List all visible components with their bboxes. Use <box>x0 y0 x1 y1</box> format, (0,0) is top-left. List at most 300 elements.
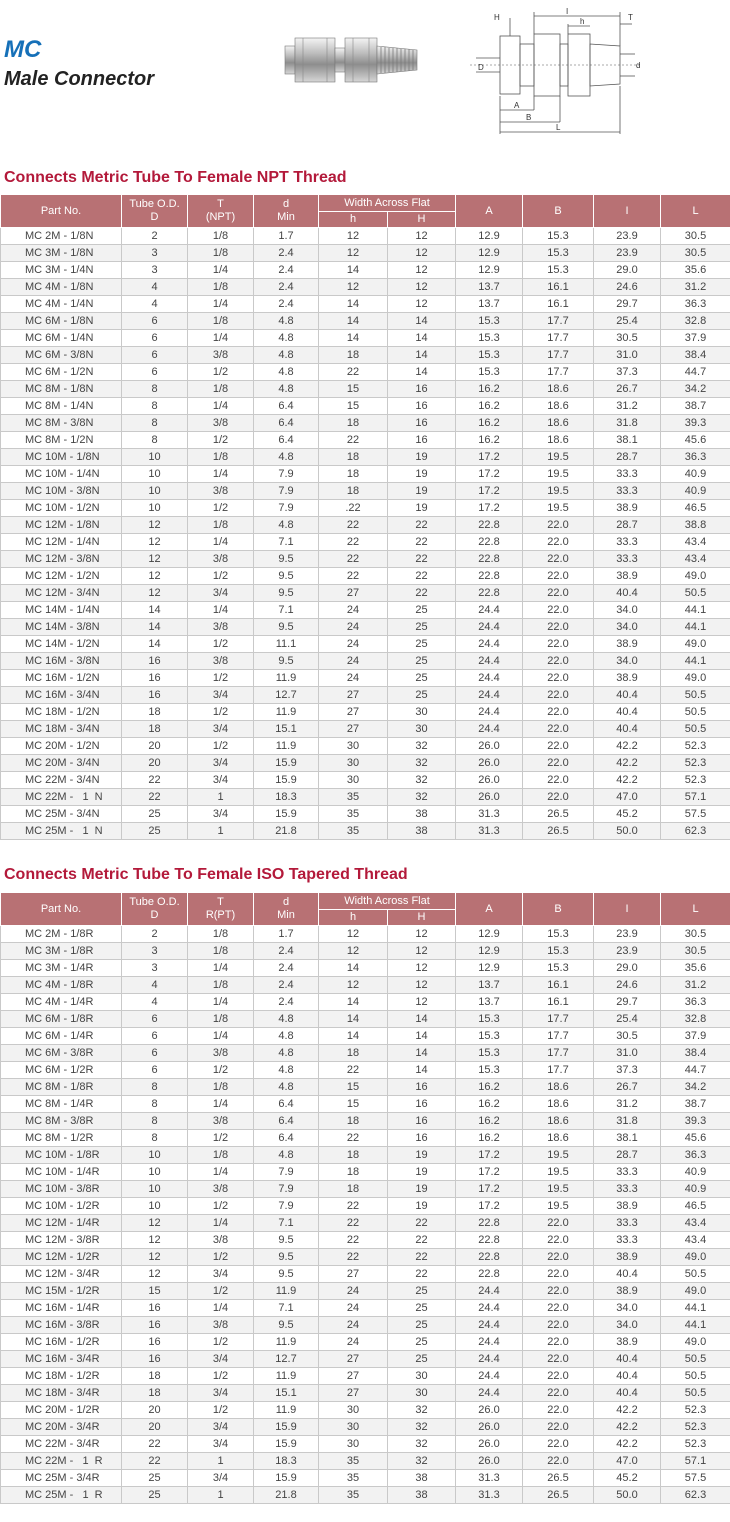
table-cell: 32 <box>388 738 456 755</box>
table-cell: 6 <box>122 347 188 364</box>
table-cell: 24.4 <box>456 653 523 670</box>
table-cell: 1/4 <box>188 1028 254 1045</box>
product-header <box>0 0 730 150</box>
part-number-cell: MC 6M - 1/4N <box>1 330 122 347</box>
table-cell: 37.3 <box>594 364 661 381</box>
header-l: L <box>661 195 730 228</box>
table-cell: 16.2 <box>456 398 523 415</box>
table-cell: 22.0 <box>523 1368 594 1385</box>
table-cell: 16 <box>122 1300 188 1317</box>
table-cell: 17.7 <box>523 1011 594 1028</box>
table-cell: 15.9 <box>254 1419 319 1436</box>
table-row <box>1 330 730 347</box>
table-cell: 14 <box>319 313 388 330</box>
table-cell: 10 <box>122 1181 188 1198</box>
table-cell: 22.0 <box>523 1334 594 1351</box>
table-cell: 30.5 <box>594 1028 661 1045</box>
header-part-no: Part No. <box>1 893 122 926</box>
table-cell: 40.4 <box>594 1266 661 1283</box>
table-cell: 31.0 <box>594 1045 661 1062</box>
table-cell: 46.5 <box>661 500 730 517</box>
table-cell: 13.7 <box>456 994 523 1011</box>
table-cell: 4.8 <box>254 330 319 347</box>
table-cell: 44.1 <box>661 1300 730 1317</box>
table-cell: 36.3 <box>661 296 730 313</box>
part-number-cell: MC 10M - 1/4N <box>1 466 122 483</box>
table-cell: 40.4 <box>594 721 661 738</box>
table-row <box>1 432 730 449</box>
table-cell: 15.3 <box>456 1011 523 1028</box>
table-cell: 26.0 <box>456 755 523 772</box>
table-cell: 8 <box>122 1079 188 1096</box>
table-cell: 7.9 <box>254 1181 319 1198</box>
table-cell: 12.9 <box>456 926 523 943</box>
table-cell: 18.6 <box>523 1096 594 1113</box>
table-cell: 22 <box>122 1453 188 1470</box>
table-cell: 22 <box>319 1232 388 1249</box>
table-cell: 3 <box>122 245 188 262</box>
table-cell: 6 <box>122 313 188 330</box>
table-cell: 1/2 <box>188 738 254 755</box>
table-cell: 40.9 <box>661 1164 730 1181</box>
table-cell: 7.1 <box>254 534 319 551</box>
table-cell: 18 <box>319 1181 388 1198</box>
table-cell: 31.2 <box>661 977 730 994</box>
table-cell: 30 <box>319 1402 388 1419</box>
table-cell: 15.1 <box>254 1385 319 1402</box>
table-cell: 45.2 <box>594 1470 661 1487</box>
table-cell: 1/4 <box>188 466 254 483</box>
table-cell: 3/8 <box>188 1045 254 1062</box>
table-cell: 4.8 <box>254 1079 319 1096</box>
table-row <box>1 1334 730 1351</box>
table-cell: 10 <box>122 466 188 483</box>
table-cell: 6 <box>122 364 188 381</box>
table-row <box>1 1130 730 1147</box>
table-cell: 19 <box>388 1181 456 1198</box>
table-cell: 45.6 <box>661 432 730 449</box>
drawing-label-L: L <box>556 123 561 132</box>
table-cell: 22 <box>122 1436 188 1453</box>
table-cell: 27 <box>319 1385 388 1402</box>
part-number-cell: MC 16M - 3/8N <box>1 653 122 670</box>
table-cell: 17.7 <box>523 313 594 330</box>
table-cell: 15.3 <box>523 960 594 977</box>
table-cell: 15.3 <box>456 1045 523 1062</box>
table-cell: 25.4 <box>594 313 661 330</box>
table-cell: 6.4 <box>254 1113 319 1130</box>
table-row <box>1 534 730 551</box>
header-waf-H: H <box>388 910 456 926</box>
table-cell: 23.9 <box>594 245 661 262</box>
table-cell: 12.7 <box>254 687 319 704</box>
table-cell: 22.8 <box>456 517 523 534</box>
table-cell: 1 <box>188 1453 254 1470</box>
table-cell: 20 <box>122 1402 188 1419</box>
table-cell: 22.8 <box>456 568 523 585</box>
table-cell: 1/4 <box>188 262 254 279</box>
part-number-cell: MC 16M - 3/4R <box>1 1351 122 1368</box>
table-cell: 44.1 <box>661 602 730 619</box>
table-cell: 17.2 <box>456 466 523 483</box>
table-cell: 42.2 <box>594 755 661 772</box>
drawing-label-B: B <box>526 113 532 122</box>
part-number-cell: MC 18M - 1/2R <box>1 1368 122 1385</box>
table-cell: 24 <box>319 1317 388 1334</box>
table-cell: 16.1 <box>523 994 594 1011</box>
header-tube-od-label: Tube O.D. <box>129 896 180 908</box>
table-cell: 16.1 <box>523 296 594 313</box>
table-cell: 22.8 <box>456 1232 523 1249</box>
table-cell: 24.4 <box>456 687 523 704</box>
part-number-cell: MC 2M - 1/8R <box>1 926 122 943</box>
table-cell: 25 <box>388 1283 456 1300</box>
table-cell: 3 <box>122 943 188 960</box>
table-cell: 34.0 <box>594 619 661 636</box>
table-cell: 19 <box>388 466 456 483</box>
table-cell: 14 <box>388 347 456 364</box>
table-cell: 6 <box>122 330 188 347</box>
table-row <box>1 1215 730 1232</box>
table-cell: 25 <box>122 806 188 823</box>
table-cell: 2.4 <box>254 960 319 977</box>
table-cell: 31.8 <box>594 415 661 432</box>
part-number-cell: MC 12M - 3/8N <box>1 551 122 568</box>
table-cell: 3/8 <box>188 415 254 432</box>
table-cell: 3 <box>122 960 188 977</box>
part-number-cell: MC 10M - 3/8N <box>1 483 122 500</box>
table-cell: 9.5 <box>254 619 319 636</box>
table-cell: 15.3 <box>456 1062 523 1079</box>
table-cell: 22 <box>388 517 456 534</box>
table-row <box>1 1198 730 1215</box>
table-row <box>1 381 730 398</box>
table-cell: 1/4 <box>188 534 254 551</box>
table-cell: 40.4 <box>594 1351 661 1368</box>
table-cell: 49.0 <box>661 670 730 687</box>
table-cell: 22.0 <box>523 551 594 568</box>
table-cell: 6.4 <box>254 415 319 432</box>
table-row <box>1 398 730 415</box>
table-cell: 1 <box>188 823 254 840</box>
table-cell: 32 <box>388 1419 456 1436</box>
table-cell: 3/4 <box>188 755 254 772</box>
table-cell: 12 <box>388 296 456 313</box>
table-cell: 2.4 <box>254 977 319 994</box>
table-cell: 26.0 <box>456 1453 523 1470</box>
table-cell: 3/4 <box>188 1385 254 1402</box>
table-cell: 42.2 <box>594 1402 661 1419</box>
header-waf-H: H <box>388 212 456 228</box>
table-cell: 12 <box>122 1266 188 1283</box>
table-cell: 39.3 <box>661 1113 730 1130</box>
part-number-cell: MC 12M - 1/2R <box>1 1249 122 1266</box>
table-cell: 40.9 <box>661 1181 730 1198</box>
table-cell: 22 <box>319 534 388 551</box>
table-cell: 50.5 <box>661 721 730 738</box>
table-cell: 4.8 <box>254 381 319 398</box>
table-cell: 19.5 <box>523 1198 594 1215</box>
table-cell: 22.8 <box>456 585 523 602</box>
table-cell: 26.7 <box>594 1079 661 1096</box>
table-cell: 8 <box>122 1113 188 1130</box>
header-thread-label: T <box>217 198 224 210</box>
table-cell: 9.5 <box>254 653 319 670</box>
table-row <box>1 1028 730 1045</box>
table-cell: 57.5 <box>661 1470 730 1487</box>
table-row <box>1 1317 730 1334</box>
table-cell: 9.5 <box>254 1249 319 1266</box>
part-number-cell: MC 22M - 3/4N <box>1 772 122 789</box>
table-cell: 18.6 <box>523 1079 594 1096</box>
table-cell: 14 <box>319 1011 388 1028</box>
table-row <box>1 466 730 483</box>
part-number-cell: MC 8M - 1/4N <box>1 398 122 415</box>
table-cell: 6 <box>122 1062 188 1079</box>
iso-section-title: Connects Metric Tube To Female ISO Tapered Thread <box>4 866 408 883</box>
table-cell: 24 <box>319 1334 388 1351</box>
table-cell: 17.7 <box>523 1028 594 1045</box>
table-cell: 18.6 <box>523 1113 594 1130</box>
table-cell: 30.5 <box>661 943 730 960</box>
table-cell: 31.8 <box>594 1113 661 1130</box>
part-number-cell: MC 8M - 3/8N <box>1 415 122 432</box>
table-cell: 22 <box>319 1062 388 1079</box>
table-cell: 1/2 <box>188 670 254 687</box>
table-cell: 45.6 <box>661 1130 730 1147</box>
table-cell: 1/8 <box>188 1147 254 1164</box>
table-cell: 7.9 <box>254 483 319 500</box>
table-cell: 15.3 <box>456 1028 523 1045</box>
table-cell: 26.5 <box>523 1470 594 1487</box>
table-cell: 24.4 <box>456 721 523 738</box>
table-row <box>1 296 730 313</box>
table-cell: 38.4 <box>661 1045 730 1062</box>
table-cell: 14 <box>319 296 388 313</box>
table-cell: 38.1 <box>594 1130 661 1147</box>
table-cell: 2.4 <box>254 994 319 1011</box>
table-cell: 38.4 <box>661 347 730 364</box>
table-cell: 15.9 <box>254 1436 319 1453</box>
table-cell: 38.9 <box>594 568 661 585</box>
table-cell: 22 <box>122 772 188 789</box>
table-cell: 32 <box>388 755 456 772</box>
part-number-cell: MC 6M - 3/8N <box>1 347 122 364</box>
table-cell: 25 <box>388 1351 456 1368</box>
part-number-cell: MC 6M - 1/2N <box>1 364 122 381</box>
header-waf-h: h <box>319 212 388 228</box>
table-cell: 20 <box>122 755 188 772</box>
table-cell: 12 <box>122 534 188 551</box>
header-tube-od-sub: D <box>150 909 159 921</box>
table-cell: 27 <box>319 585 388 602</box>
table-cell: 38.9 <box>594 1249 661 1266</box>
table-cell: 32 <box>388 1436 456 1453</box>
table-cell: 4.8 <box>254 1028 319 1045</box>
table-cell: 22.0 <box>523 636 594 653</box>
table-cell: 38.9 <box>594 636 661 653</box>
table-cell: 24 <box>319 1283 388 1300</box>
table-cell: 18.6 <box>523 432 594 449</box>
table-cell: 29.0 <box>594 960 661 977</box>
part-number-cell: MC 10M - 1/2R <box>1 1198 122 1215</box>
table-cell: 34.0 <box>594 602 661 619</box>
table-cell: 38.7 <box>661 398 730 415</box>
table-cell: 30 <box>388 721 456 738</box>
table-row <box>1 228 730 245</box>
table-cell: 17.2 <box>456 1181 523 1198</box>
table-cell: 40.9 <box>661 483 730 500</box>
table-cell: 49.0 <box>661 636 730 653</box>
table-cell: 7.1 <box>254 1300 319 1317</box>
table-cell: 37.9 <box>661 1028 730 1045</box>
npt-section-title: Connects Metric Tube To Female NPT Thread <box>4 169 347 186</box>
table-cell: 27 <box>319 1266 388 1283</box>
table-cell: 49.0 <box>661 568 730 585</box>
table-cell: 12 <box>319 228 388 245</box>
table-cell: 22.0 <box>523 738 594 755</box>
table-cell: 16 <box>122 1334 188 1351</box>
table-cell: 30 <box>319 772 388 789</box>
table-cell: 22.0 <box>523 1402 594 1419</box>
table-cell: 4.8 <box>254 517 319 534</box>
table-cell: 10 <box>122 1147 188 1164</box>
table-row <box>1 1470 730 1487</box>
table-row <box>1 1011 730 1028</box>
header-thread <box>188 195 254 228</box>
table-cell: 57.5 <box>661 806 730 823</box>
table-cell: 18 <box>122 1385 188 1402</box>
table-cell: 43.4 <box>661 551 730 568</box>
table-cell: 50.5 <box>661 687 730 704</box>
table-row <box>1 1249 730 1266</box>
table-cell: 52.3 <box>661 738 730 755</box>
table-cell: 38.8 <box>661 517 730 534</box>
table-cell: 25 <box>122 1487 188 1504</box>
table-cell: 13.7 <box>456 279 523 296</box>
table-cell: 14 <box>122 636 188 653</box>
header-thread-label: T <box>217 896 224 908</box>
table-cell: 18 <box>319 1164 388 1181</box>
table-row <box>1 1164 730 1181</box>
part-number-cell: MC 6M - 3/8R <box>1 1045 122 1062</box>
table-cell: 11.1 <box>254 636 319 653</box>
table-cell: 22 <box>319 568 388 585</box>
table-cell: 6 <box>122 1028 188 1045</box>
table-cell: 14 <box>388 1011 456 1028</box>
part-number-cell: MC 4M - 1/8R <box>1 977 122 994</box>
table-cell: 22.0 <box>523 687 594 704</box>
table-cell: 12 <box>122 585 188 602</box>
part-number-cell: MC 4M - 1/4R <box>1 994 122 1011</box>
table-cell: 12 <box>388 960 456 977</box>
table-row <box>1 1113 730 1130</box>
table-cell: 33.3 <box>594 551 661 568</box>
table-cell: 14 <box>319 330 388 347</box>
table-cell: 30.5 <box>661 926 730 943</box>
table-row <box>1 687 730 704</box>
table-cell: 34.2 <box>661 1079 730 1096</box>
table-cell: 42.2 <box>594 1436 661 1453</box>
table-cell: 25 <box>388 602 456 619</box>
table-row <box>1 517 730 534</box>
table-row <box>1 1351 730 1368</box>
part-number-cell: MC 25M - 3/4R <box>1 1470 122 1487</box>
table-cell: 18 <box>122 1368 188 1385</box>
table-cell: 12 <box>122 1232 188 1249</box>
table-cell: 24.4 <box>456 670 523 687</box>
part-number-cell: MC 18M - 3/4N <box>1 721 122 738</box>
table-cell: 31.3 <box>456 823 523 840</box>
table-cell: 1/4 <box>188 1300 254 1317</box>
table-cell: 14 <box>388 1062 456 1079</box>
table-cell: 12 <box>388 262 456 279</box>
table-cell: 12 <box>388 943 456 960</box>
table-cell: 16.2 <box>456 1130 523 1147</box>
table-row <box>1 313 730 330</box>
table-cell: 18 <box>319 483 388 500</box>
table-cell: 32 <box>388 1402 456 1419</box>
table-cell: 10 <box>122 483 188 500</box>
table-cell: 52.3 <box>661 1436 730 1453</box>
table-cell: 18.3 <box>254 789 319 806</box>
table-cell: 4.8 <box>254 313 319 330</box>
table-cell: 24.4 <box>456 1351 523 1368</box>
table-cell: 8 <box>122 415 188 432</box>
table-cell: 1/2 <box>188 1283 254 1300</box>
table-cell: 44.7 <box>661 1062 730 1079</box>
table-cell: 32 <box>388 789 456 806</box>
table-row <box>1 1368 730 1385</box>
table-cell: 38 <box>388 806 456 823</box>
iso-spec-table <box>0 892 730 1504</box>
table-cell: 16 <box>388 1130 456 1147</box>
table-cell: 3/8 <box>188 1317 254 1334</box>
table-cell: 9.5 <box>254 551 319 568</box>
table-cell: 35 <box>319 1487 388 1504</box>
part-number-cell: MC 12M - 3/4R <box>1 1266 122 1283</box>
header-i: I <box>594 893 661 926</box>
header-l: L <box>661 893 730 926</box>
table-cell: 10 <box>122 1198 188 1215</box>
table-cell: 34.0 <box>594 1317 661 1334</box>
part-number-cell: MC 6M - 1/4R <box>1 1028 122 1045</box>
table-cell: 15.9 <box>254 1470 319 1487</box>
drawing-label-d: d <box>636 61 641 70</box>
table-cell: 25 <box>388 687 456 704</box>
table-cell: 62.3 <box>661 1487 730 1504</box>
table-cell: 16.2 <box>456 432 523 449</box>
table-cell: 16.2 <box>456 415 523 432</box>
table-cell: 22 <box>319 1198 388 1215</box>
table-cell: 20 <box>122 1419 188 1436</box>
table-cell: 11.9 <box>254 1402 319 1419</box>
part-number-cell: MC 10M - 1/4R <box>1 1164 122 1181</box>
table-cell: 15 <box>122 1283 188 1300</box>
drawing-label-D: D <box>478 63 484 72</box>
table-cell: 3/4 <box>188 585 254 602</box>
table-cell: 22 <box>319 1215 388 1232</box>
table-cell: 8 <box>122 381 188 398</box>
table-cell: 12.9 <box>456 245 523 262</box>
header-d-min-sub: Min <box>277 909 295 921</box>
table-cell: 16 <box>122 1351 188 1368</box>
table-cell: 40.4 <box>594 585 661 602</box>
table-cell: 12 <box>388 926 456 943</box>
table-cell: 22.0 <box>523 653 594 670</box>
table-cell: 3/8 <box>188 1232 254 1249</box>
table-cell: 3/8 <box>188 653 254 670</box>
